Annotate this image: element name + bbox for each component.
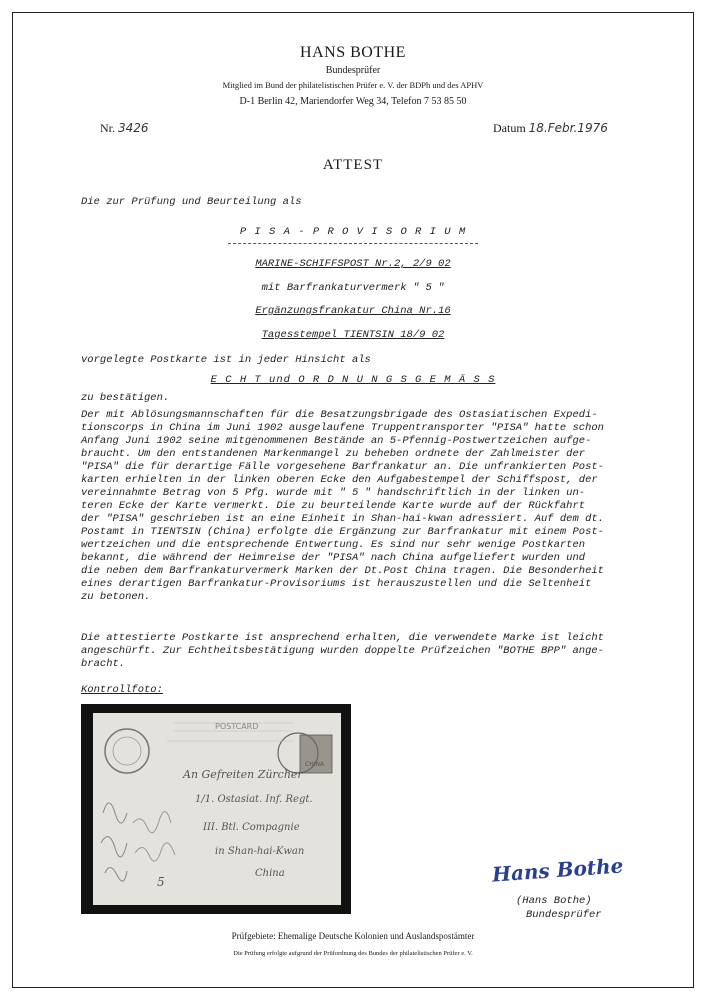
address-line: D-1 Berlin 42, Mariendorfer Weg 34, Telefon 7 53 85 50 bbox=[239, 96, 467, 107]
address-line-5: China bbox=[255, 868, 285, 879]
document-title: ATTEST bbox=[322, 157, 384, 173]
date-label: Datum bbox=[493, 121, 526, 135]
condition-line: bracht. bbox=[81, 658, 126, 670]
subject-line-1: MARINE-SCHIFFSPOST Nr.2, 2/9 02 bbox=[255, 258, 451, 270]
postage-mark: 5 bbox=[157, 875, 165, 889]
postcard-image bbox=[93, 713, 341, 905]
confirm-text: zu bestätigen. bbox=[81, 392, 170, 404]
date-value: 18.Febr.1976 bbox=[528, 121, 608, 135]
signature-name: (Hans Bothe) bbox=[516, 895, 592, 907]
presented-text: vorgelegte Postkarte ist in jeder Hinsicht als bbox=[81, 354, 371, 366]
address-line-3: III. Btl. Compagnie bbox=[203, 822, 300, 833]
membership-line: Mitglied im Bund der philatelistischen Prüfer e. V. der BDPh und des APHV bbox=[222, 80, 484, 90]
address-line-1: An Gefreiten Zürcher bbox=[183, 768, 303, 781]
stamp-text: CHINA bbox=[305, 761, 325, 768]
subject-line-4: Tagesstempel TIENTSIN 18/9 02 bbox=[261, 329, 445, 341]
body-line: teren Ecke der Karte vermerkt. Die zu beurteilende Karte wurde auf der Rückfahrt bbox=[81, 500, 586, 512]
body-line: vereinnahmte Betrag von 5 Pfg. wurde mit " 5 " handschriftlich in der linken un- bbox=[81, 487, 586, 499]
address-line-2: 1/1. Ostasiat. Inf. Regt. bbox=[195, 794, 313, 805]
body-line: wertzeichen und die entsprechende Entwertung. Es sind nur sehr wenige Postkarten bbox=[81, 539, 586, 551]
postcard-drawing bbox=[93, 713, 341, 905]
nr-value: 3426 bbox=[118, 121, 149, 135]
body-line: zu betonen. bbox=[81, 591, 151, 603]
nr-label: Nr. bbox=[100, 121, 115, 135]
body-line: tionscorps in China im Juni 1902 ausgelaufene Truppentransporter "PISA" hatte schon bbox=[81, 422, 604, 434]
body-line: die neben dem Barfrankaturvermerk Marken der Dt.Post China tragen. Die Besonderheit bbox=[81, 565, 604, 577]
history-paragraph bbox=[81, 409, 681, 604]
body-line: Anfang Juni 1902 seine mitgenommenen Bestände an 5-Pfennig-Postwertzeichen aufge- bbox=[81, 435, 592, 447]
examiner-role: Bundesprüfer bbox=[325, 65, 381, 76]
signature-scrawl: Hans Bothe bbox=[491, 853, 625, 887]
examination-areas: Prüfgebiete: Ehemalige Deutsche Kolonien und Auslandspostämter bbox=[231, 931, 475, 941]
body-line: der "PISA" geschrieben ist an eine Einheit in Shan-hai-kwan adressiert. Auf dem dt. bbox=[81, 513, 604, 525]
regulation-note: Die Prüfung erfolgte aufgrund der Prüfordnung des Bundes der philatelistischen Prüfer e. V. bbox=[233, 950, 473, 957]
signature-role: Bundesprüfer bbox=[526, 909, 602, 921]
subject-separator bbox=[228, 243, 478, 244]
subject-line-3: Ergänzungsfrankatur China Nr.16 bbox=[255, 305, 451, 317]
body-line: eines derartigen Barfrankatur-Provisoriums ist herauszustellen und die Seltenheit bbox=[81, 578, 592, 590]
body-line: Postamt in TIENTSIN (China) erfolgte die Ergänzung zur Barfrankatur mit einem Post- bbox=[81, 526, 604, 538]
body-line: karten erhielten in der linken oberen Ecke den Aufgabestempel der Schiffspost, der bbox=[81, 474, 598, 486]
certificate-date bbox=[493, 121, 608, 136]
subject-line-2: mit Barfrankaturvermerk " 5 " bbox=[261, 282, 445, 294]
address-line-4: in Shan-hai-Kwan bbox=[215, 846, 305, 857]
condition-paragraph bbox=[81, 632, 681, 671]
subject-heading: P I S A - P R O V I S O R I U M bbox=[239, 226, 467, 238]
postcard-title: POSTCARD bbox=[215, 722, 259, 731]
body-line: braucht. Um den entstandenen Markenmangel zu beheben ordnete der Zahlmeister der bbox=[81, 448, 586, 460]
verdict-text: E C H T und O R D N U N G S G E M Ä S S bbox=[210, 374, 496, 386]
certificate-number bbox=[100, 121, 149, 136]
photo-label: Kontrollfoto: bbox=[81, 684, 163, 696]
body-line: bekannt, die während der Heimreise der "PISA" nach China aufgeliefert wurden und bbox=[81, 552, 586, 564]
examiner-name: HANS BOTHE bbox=[300, 44, 406, 61]
body-line: "PISA" die für derartige Fälle vorgesehene Barfrankatur an. Die unfrankierten Post- bbox=[81, 461, 604, 473]
condition-line: Die attestierte Postkarte ist ansprechend erhalten, die verwendete Marke ist leicht bbox=[81, 632, 604, 644]
intro-text: Die zur Prüfung und Beurteilung als bbox=[81, 196, 302, 208]
condition-line: angeschürft. Zur Echtheitsbestätigung wurden doppelte Prüfzeichen "BOTHE BPP" ange- bbox=[81, 645, 604, 657]
body-line: Der mit Ablösungsmannschaften für die Besatzungsbrigade des Ostasiatischen Expedi- bbox=[81, 409, 598, 421]
